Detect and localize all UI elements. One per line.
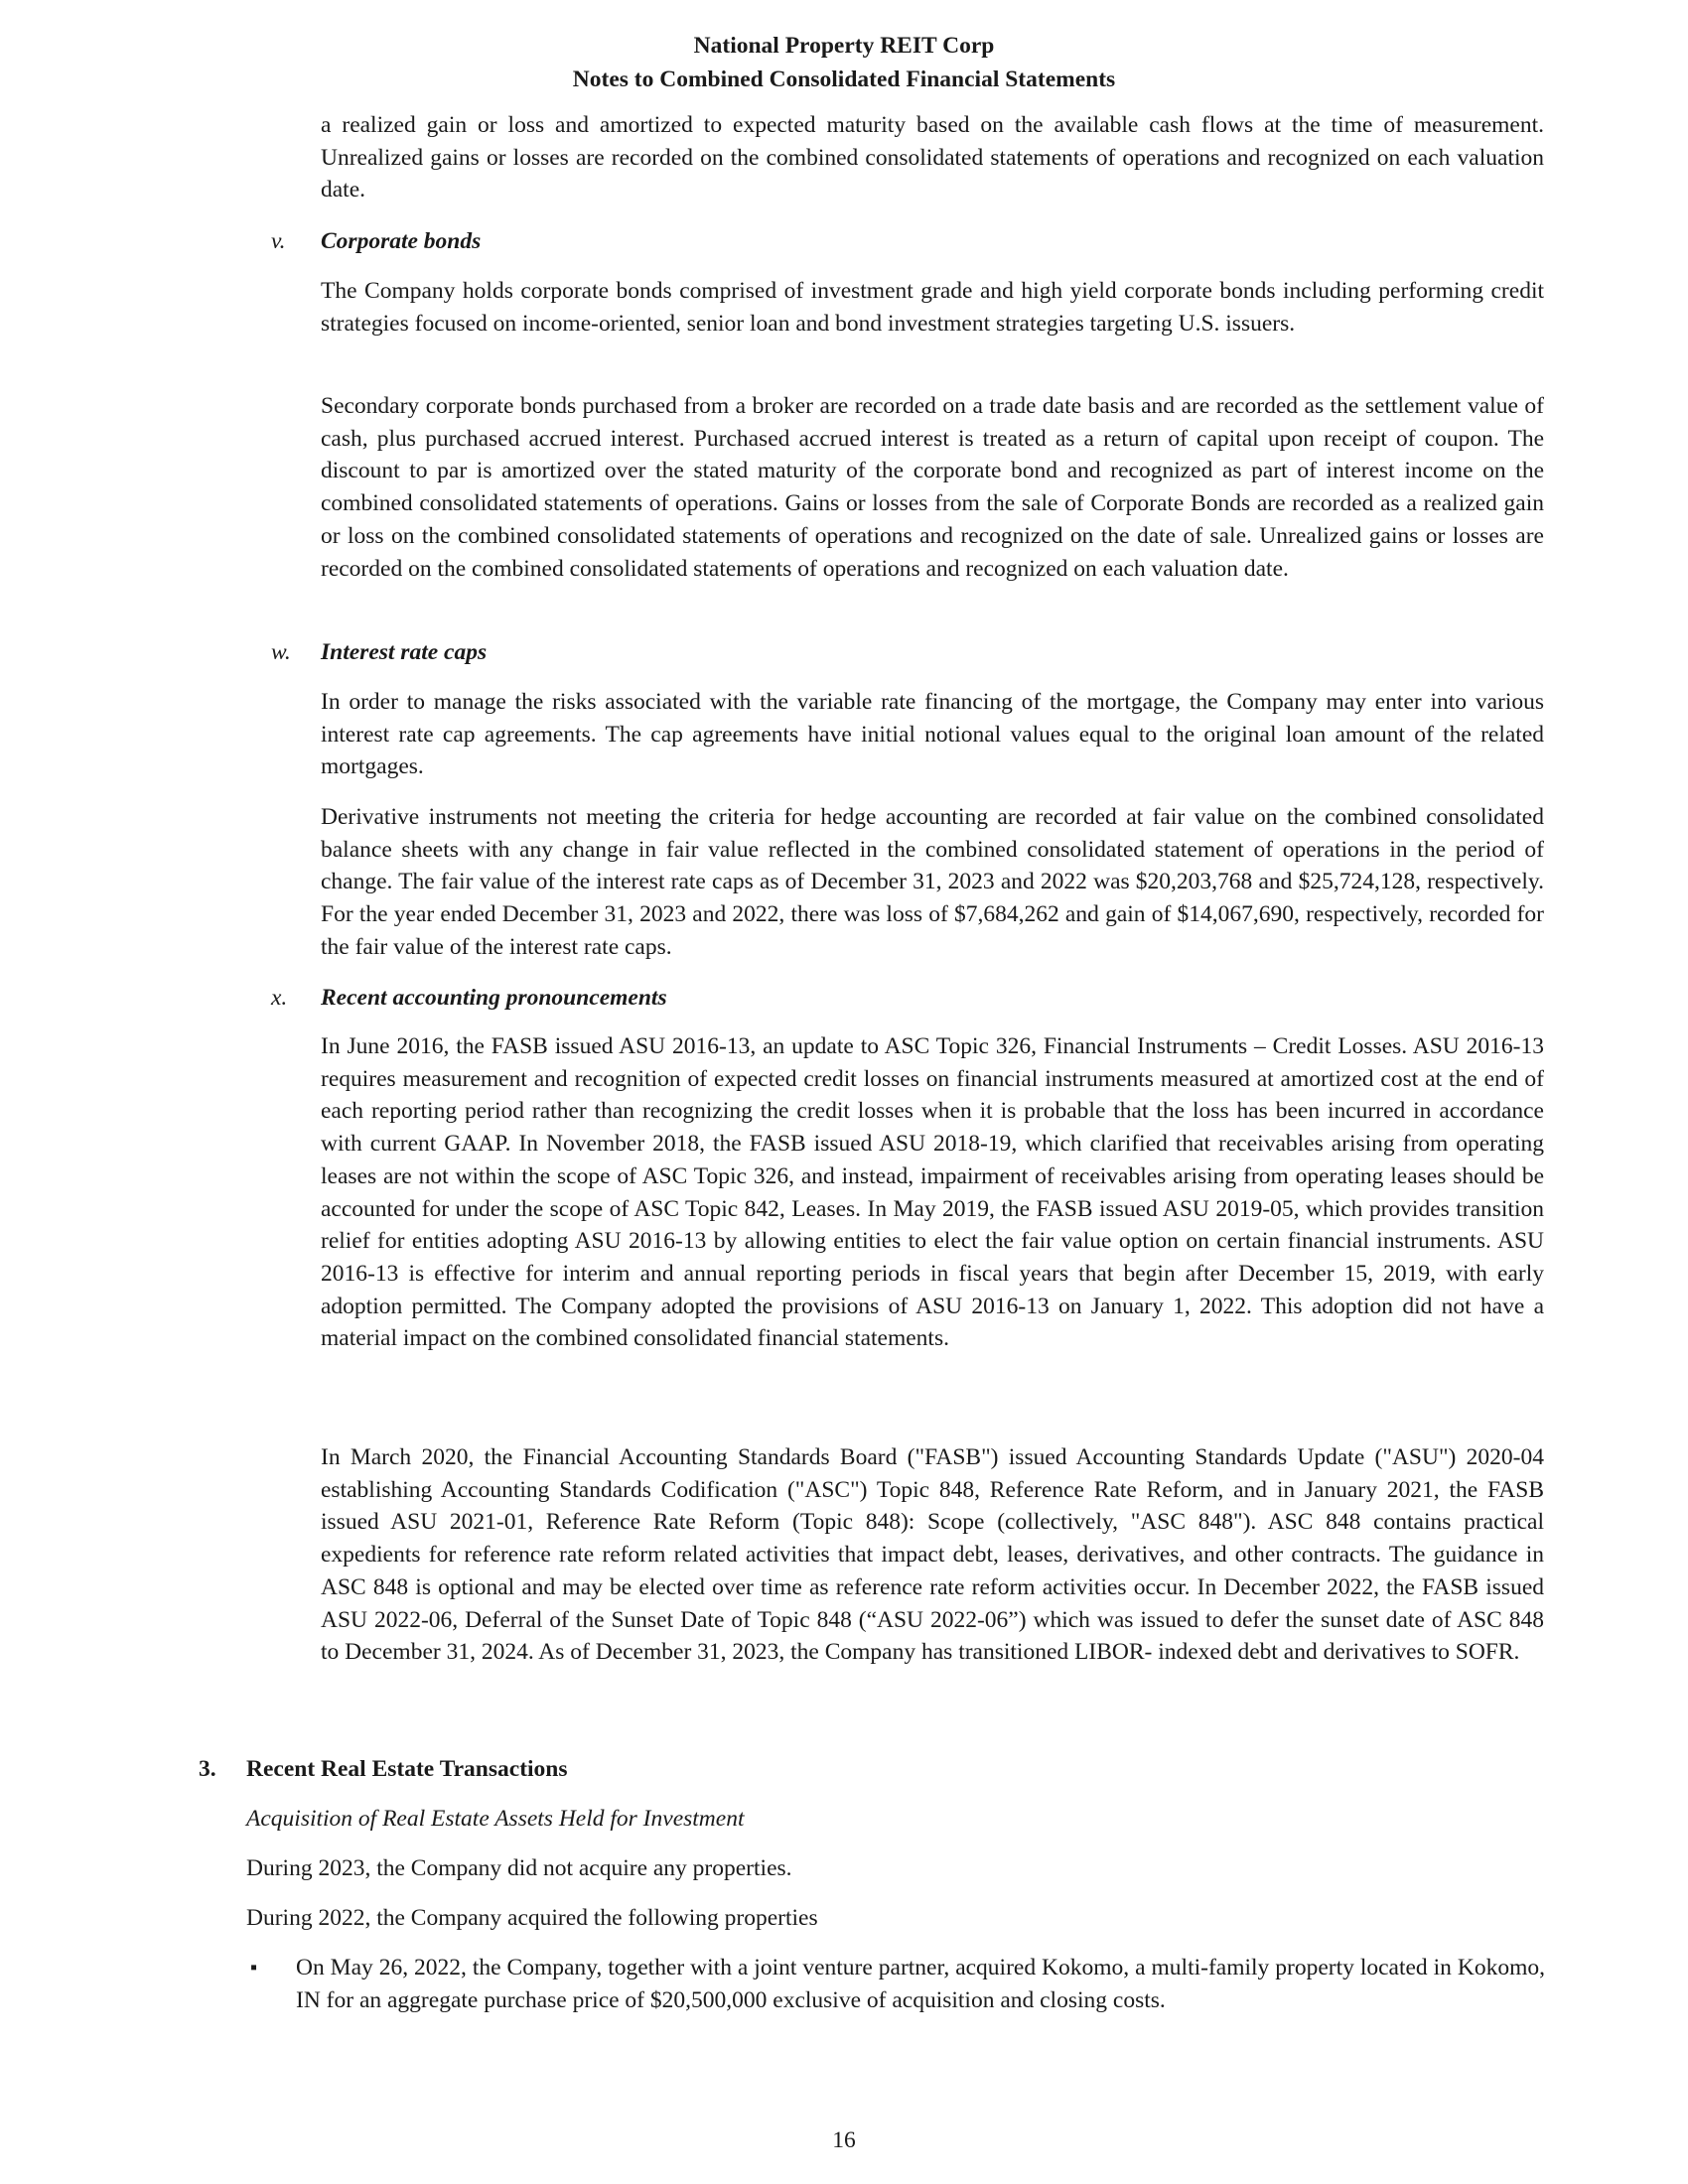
subsection-title: Interest rate caps [321, 639, 488, 665]
subsection-number: x. [271, 985, 288, 1011]
continuation-paragraph: a realized gain or loss and amortized to expected maturity based on the available cash flows at the time of measurement. Unrealized gains or losses are recorded on the combined consolidated statements of operations and recognized on each valuation date. [321, 112, 1544, 204]
subsection-number: v. [271, 228, 286, 254]
page-number: 16 [832, 2127, 856, 2153]
corporate-bonds-paragraph-2: Secondary corporate bonds purchased from a broker are recorded on a trade date basis and are recorded as the settlement value of cash, plus purchased accrued interest. Purchased accrued interest is treated as a return of capital upon receipt of coupon. The discount to par is amortized over the stated maturity of the corporate bond and recognized as part of interest income on the combined consolidated statements of operations. Gains or losses from the sale of Corporate Bonds are recorded as a realized gain or loss on the combined consolidated statements of operations and recognized on the date of sale. Unrealized gains or losses are recorded on the combined consolidated statements of operations and recognized on each valuation date. [321, 393, 1544, 582]
interest-rate-caps-paragraph-1: In order to manage the risks associated with the variable rate financing of the mortgage, the Company may enter into various interest rate cap agreements. The cap agreements have initial notional values equal to the original loan amount of the related mortgages. [321, 689, 1544, 780]
pronouncements-paragraph-2: In March 2020, the Financial Accounting Standards Board ("FASB") issued Accounting Standards Update ("ASU") 2020-04 establishing Accounting Standards Codification ("ASC") Topic 848, Reference Rate Reform, and in January 2021, the FASB issued ASU 2021-01, Reference Rate Reform (Topic 848): Scope (collectively, "ASC 848"). ASC 848 contains practical expedients for reference rate reform related activities that impact debt, leases, derivatives, and other contracts. The guidance in ASC 848 is optional and may be elected over time as reference rate reform activities occur. In December 2022, the FASB issued ASU 2022-06, Deferral of the Sunset Date of Topic 848 (“ASU 2022-06”) which was issued to defer the sunset date of ASC 848 to December 31, 2024. As of December 31, 2023, the Company has transitioned LIBOR- indexed debt and derivatives to SOFR. [321, 1444, 1544, 1666]
section-title: Recent Real Estate Transactions [246, 1756, 568, 1782]
interest-rate-caps-paragraph-2: Derivative instruments not meeting the criteria for hedge accounting are recorded at fair value on the combined consolidated balance sheets with any change in fair value reflected in the combined consolidated statement of operations in the period of change. The fair value of the interest rate caps as of December 31, 2023 and 2022 was $20,203,768 and $25,724,128, respectively. For the year ended December 31, 2023 and 2022, there was loss of $7,684,262 and gain of $14,067,690, respectively, recorded for the fair value of the interest rate caps. [321, 804, 1544, 960]
acquisitions-2023-line: During 2023, the Company did not acquire any properties. [246, 1855, 792, 1881]
bullet-marker: ▪ [250, 1957, 258, 1979]
pronouncements-paragraph-1: In June 2016, the FASB issued ASU 2016-13, an update to ASC Topic 326, Financial Instruments – Credit Losses. ASU 2016-13 requires measurement and recognition of expected credit losses on financial instruments measured at amortized cost at the end of each reporting period rather than recognizing the credit losses when it is probable that the loss has been incurred in accordance with current GAAP. In November 2018, the FASB issued ASU 2018-19, which clarified that receivables arising from operating leases are not within the scope of ASC Topic 326, and instead, impairment of receivables arising from operating leases should be accounted for under the scope of ASC Topic 842, Leases. In May 2019, the FASB issued ASU 2019-05, which provides transition relief for entities adopting ASU 2016-13 by allowing entities to elect the fair value option on certain financial instruments. ASU 2016-13 is effective for interim and annual reporting periods in fiscal years that begin after December 15, 2019, with early adoption permitted. The Company adopted the provisions of ASU 2016-13 on January 1, 2022. This adoption did not have a material impact on the combined consolidated financial statements. [321, 1033, 1544, 1352]
company-name-header: National Property REIT Corp [693, 33, 995, 59]
subsection-number: w. [271, 639, 291, 665]
corporate-bonds-paragraph-1: The Company holds corporate bonds comprised of investment grade and high yield corporate bonds including performing credit strategies focused on income-oriented, senior loan and bond investment strategies targeting U.S. issuers. [321, 278, 1544, 337]
subsection-title: Recent accounting pronouncements [321, 985, 667, 1011]
kokomo-acquisition-item: On May 26, 2022, the Company, together with a joint venture partner, acquired Kokomo, a multi-family property located in Kokomo, IN for an aggregate purchase price of $20,500,000 exclusive of acquisition and closing costs. [296, 1955, 1545, 2013]
acquisitions-2022-line: During 2022, the Company acquired the following properties [246, 1905, 818, 1931]
section-number: 3. [199, 1756, 216, 1782]
acquisition-subheading: Acquisition of Real Estate Assets Held for Investment [246, 1806, 745, 1832]
subsection-title: Corporate bonds [321, 228, 482, 254]
notes-title-header: Notes to Combined Consolidated Financial Statements [572, 67, 1116, 92]
